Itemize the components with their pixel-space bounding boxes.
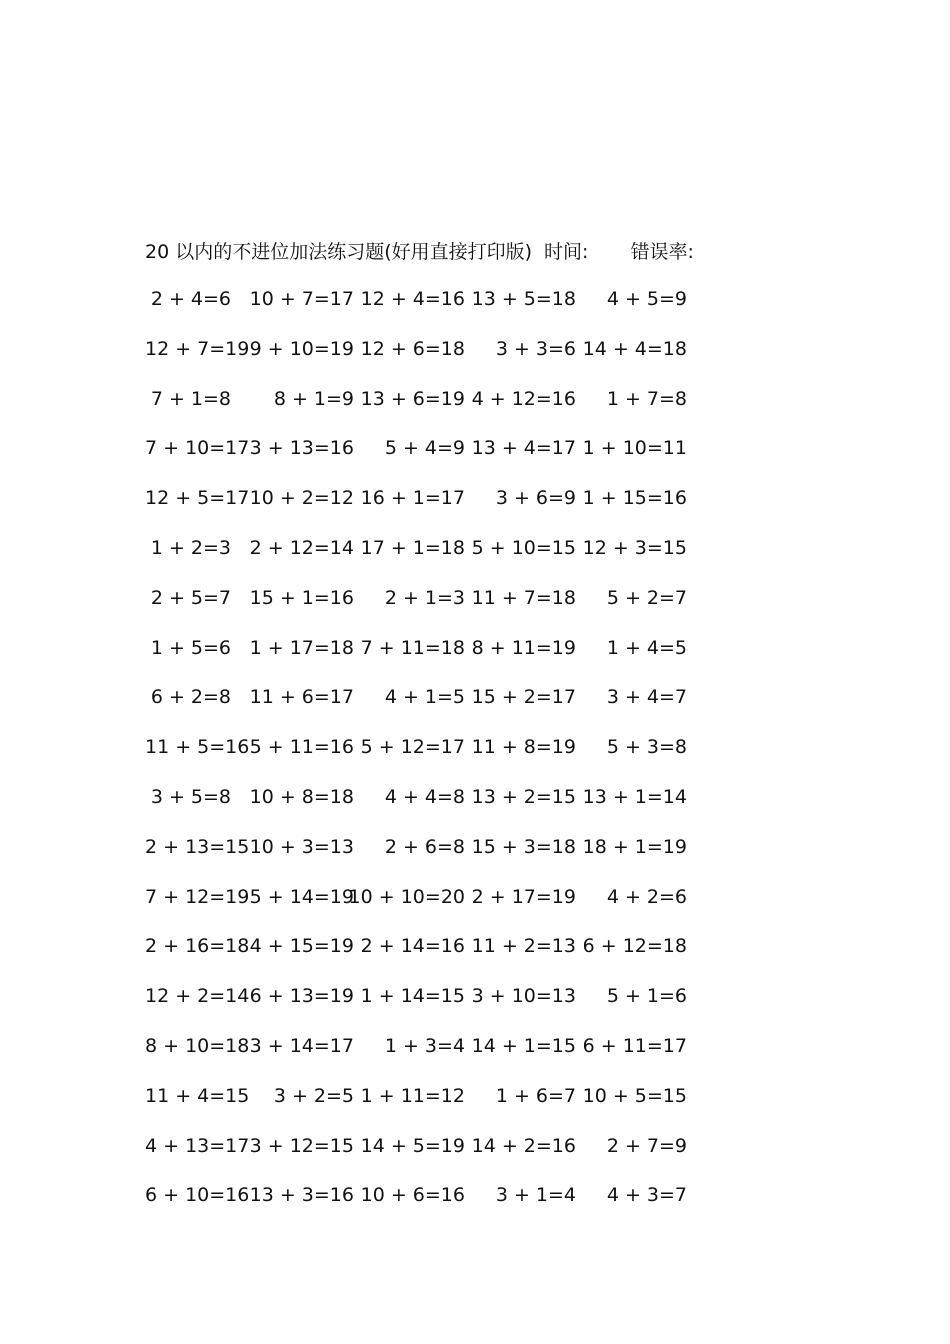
problem-cell: 6 + 13=19 [249,985,354,1008]
problem-cell: 11 + 4=15 [145,1084,250,1107]
problem-cell: 2 + 6=8 [384,835,465,858]
problem-row [145,682,705,732]
problem-cell: 5 + 14=19 [249,885,354,908]
problem-cell: 4 + 1=5 [384,686,465,709]
problem-cell: 8 + 1=9 [273,387,354,410]
worksheet-header [145,236,694,264]
problem-cell: 12 + 3=15 [582,536,687,559]
problem-cell: 4 + 4=8 [384,785,465,808]
problem-cell: 3 + 10=13 [471,985,576,1008]
problem-cell: 2 + 4=6 [150,288,231,310]
problem-cell: 15 + 3=18 [471,835,576,858]
problem-cell: 10 + 6=16 [360,1184,465,1207]
problem-cell: 14 + 2=16 [471,1134,576,1157]
problem-row [145,284,705,334]
problem-cell: 5 + 3=8 [606,736,687,759]
problem-cell: 2 + 7=9 [606,1134,687,1157]
problem-cell: 1 + 4=5 [606,636,687,659]
problem-row [145,483,705,533]
problem-cell: 12 + 2=14 [145,985,250,1008]
problem-cell: 15 + 2=17 [471,686,576,709]
problem-row [145,1081,705,1131]
problem-cell: 10 + 8=18 [249,785,354,808]
problem-cell: 13 + 2=15 [471,785,576,808]
problem-cell: 10 + 10=20 [348,885,465,908]
worksheet-title: 20 以内的不进位加法练习题(好用直接打印版) [145,240,533,263]
problem-cell: 2 + 12=14 [249,536,354,559]
error-rate-label: 错误率: [630,240,694,263]
problem-cell: 1 + 7=8 [606,387,687,410]
problem-row [145,882,705,932]
problem-cell: 9 + 10=19 [249,337,354,360]
problem-cell: 8 + 11=19 [471,636,576,659]
problem-cell: 3 + 5=8 [150,785,231,808]
problem-cell: 10 + 3=13 [249,835,354,858]
problem-cell: 1 + 14=15 [360,985,465,1008]
problem-cell: 18 + 1=19 [582,835,687,858]
problem-cell: 11 + 5=16 [145,736,250,759]
problem-cell: 7 + 10=17 [145,437,250,460]
problem-row [145,1131,705,1181]
problem-cell: 13 + 5=18 [471,288,576,310]
problem-row [145,384,705,434]
problem-cell: 2 + 17=19 [471,885,576,908]
problem-cell: 14 + 4=18 [582,337,687,360]
problem-cell: 4 + 5=9 [606,288,687,310]
problem-cell: 4 + 3=7 [606,1184,687,1207]
problem-cell: 12 + 7=19 [145,337,250,360]
problem-row [145,832,705,882]
problem-cell: 11 + 7=18 [471,586,576,609]
problem-grid [145,284,705,1230]
problem-cell: 2 + 5=7 [150,586,231,609]
problem-cell: 2 + 14=16 [360,935,465,958]
problem-cell: 14 + 5=19 [360,1134,465,1157]
problem-cell: 3 + 4=7 [606,686,687,709]
problem-cell: 1 + 17=18 [249,636,354,659]
problem-cell: 7 + 1=8 [150,387,231,410]
problem-cell: 6 + 2=8 [150,686,231,709]
problem-cell: 8 + 10=18 [145,1034,250,1057]
problem-row [145,433,705,483]
problem-cell: 12 + 4=16 [360,288,465,310]
problem-cell: 1 + 11=12 [360,1084,465,1107]
problem-cell: 10 + 7=17 [249,288,354,310]
problem-cell: 10 + 2=12 [249,487,354,510]
problem-cell: 3 + 12=15 [249,1134,354,1157]
problem-cell: 6 + 12=18 [582,935,687,958]
problem-cell: 2 + 16=18 [145,935,250,958]
problem-cell: 1 + 15=16 [582,487,687,510]
problem-cell: 5 + 2=7 [606,586,687,609]
problem-cell: 3 + 3=6 [495,337,576,360]
problem-cell: 13 + 6=19 [360,387,465,410]
problem-row [145,732,705,782]
problem-cell: 1 + 6=7 [495,1084,576,1107]
time-label: 时间: [544,240,589,263]
problem-cell: 1 + 2=3 [150,536,231,559]
problem-cell: 7 + 11=18 [360,636,465,659]
problem-cell: 11 + 2=13 [471,935,576,958]
problem-row [145,583,705,633]
problem-cell: 5 + 11=16 [249,736,354,759]
problem-cell: 15 + 1=16 [249,586,354,609]
problem-cell: 3 + 13=16 [249,437,354,460]
problem-row [145,633,705,683]
problem-cell: 13 + 3=16 [249,1184,354,1207]
problem-cell: 4 + 13=17 [145,1134,250,1157]
problem-cell: 4 + 12=16 [471,387,576,410]
problem-cell: 3 + 6=9 [495,487,576,510]
problem-cell: 6 + 11=17 [582,1034,687,1057]
problem-row [145,334,705,384]
problem-cell: 7 + 12=19 [145,885,250,908]
problem-cell: 14 + 1=15 [471,1034,576,1057]
problem-cell: 3 + 2=5 [273,1084,354,1107]
problem-cell: 1 + 10=11 [582,437,687,460]
problem-cell: 12 + 6=18 [360,337,465,360]
problem-cell: 17 + 1=18 [360,536,465,559]
problem-cell: 5 + 1=6 [606,985,687,1008]
problem-cell: 2 + 13=15 [145,835,250,858]
problem-cell: 13 + 4=17 [471,437,576,460]
problem-row [145,931,705,981]
problem-cell: 5 + 10=15 [471,536,576,559]
problem-row [145,981,705,1031]
problem-cell: 11 + 6=17 [249,686,354,709]
problem-cell: 16 + 1=17 [360,487,465,510]
problem-cell: 11 + 8=19 [471,736,576,759]
problem-cell: 4 + 2=6 [606,885,687,908]
problem-cell: 1 + 5=6 [150,636,231,659]
problem-row [145,1180,705,1230]
problem-cell: 5 + 12=17 [360,736,465,759]
problem-cell: 6 + 10=16 [145,1184,250,1207]
problem-cell: 2 + 1=3 [384,586,465,609]
problem-row [145,782,705,832]
problem-cell: 3 + 14=17 [249,1034,354,1057]
problem-cell: 5 + 4=9 [384,437,465,460]
problem-cell: 13 + 1=14 [582,785,687,808]
problem-cell: 10 + 5=15 [582,1084,687,1107]
problem-row [145,1031,705,1081]
problem-cell: 12 + 5=17 [145,487,250,510]
problem-cell: 4 + 15=19 [249,935,354,958]
problem-cell: 3 + 1=4 [495,1184,576,1207]
problem-row [145,533,705,583]
problem-cell: 1 + 3=4 [384,1034,465,1057]
